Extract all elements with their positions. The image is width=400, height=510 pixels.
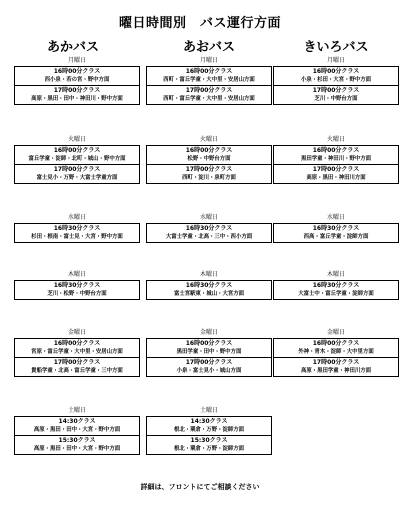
class-time: 17時00分クラス	[53, 87, 101, 94]
route-destinations: 西町・富丘学童・大中里・安居山方面	[163, 96, 255, 102]
class-time: 17時00分クラス	[312, 359, 360, 366]
route-destinations: 西高・富丘学童・淀師方面	[303, 234, 369, 240]
class-slot	[274, 164, 398, 183]
schedule-section-kiiro	[273, 136, 399, 184]
schedule-section-ao	[146, 407, 272, 455]
route-destinations: 宮原・富丘学童・大中里・安居山方面	[31, 349, 123, 355]
schedule-section-aka	[14, 136, 140, 184]
route-destinations: 黒田学童・田中・野中方面	[176, 349, 242, 355]
class-time: 15:30クラス	[190, 437, 228, 444]
class-slot	[147, 67, 271, 85]
class-time: 17時00分クラス	[185, 87, 233, 94]
schedule-box	[146, 280, 272, 300]
class-slot	[147, 281, 271, 299]
class-slot	[147, 435, 271, 454]
route-destinations: 黒田学童・神田川・野中方面	[300, 156, 372, 162]
class-time: 16時00分クラス	[53, 147, 101, 154]
schedule-section-kiiro	[273, 271, 399, 300]
class-slot	[147, 224, 271, 242]
day-label: 水曜日	[199, 214, 218, 221]
route-destinations: 根北・粟倉・万野・淀師方面	[173, 446, 245, 452]
schedule-box	[273, 145, 399, 184]
day-label: 金曜日	[326, 329, 345, 336]
class-time: 17時00分クラス	[312, 87, 360, 94]
route-destinations: 富士宮駅東・城山・大宮方面	[173, 291, 245, 297]
schedule-section-aka	[14, 214, 140, 243]
class-slot	[15, 224, 139, 242]
class-slot	[147, 417, 271, 435]
class-time: 16時00分クラス	[312, 68, 360, 75]
route-destinations: 高原・黒田・田中・大宮・野中方面	[33, 446, 121, 452]
day-label: 火曜日	[326, 136, 345, 143]
class-time: 15:30クラス	[58, 437, 96, 444]
class-time: 16時00分クラス	[312, 340, 360, 347]
schedule-section-ao	[146, 57, 272, 105]
schedule-box	[146, 66, 272, 105]
schedule-box	[146, 338, 272, 377]
class-time: 14:30クラス	[190, 418, 228, 425]
route-destinations: 根北・粟倉・万野・淀師方面	[173, 427, 245, 433]
class-slot	[274, 146, 398, 164]
class-slot	[147, 146, 271, 164]
route-destinations: 松野・中野台方面	[187, 156, 231, 162]
class-time: 16時30分クラス	[53, 282, 101, 289]
schedule-box	[14, 66, 140, 105]
class-slot	[147, 357, 271, 376]
class-slot	[147, 164, 271, 183]
schedule-box	[14, 416, 140, 455]
page-title: 曜日時間別 バス運行方面	[118, 16, 281, 31]
schedule-section-ao	[146, 136, 272, 184]
schedule-section-kiiro	[273, 214, 399, 243]
route-destinations: 高原・黒田・田中・神田川・野中方面	[31, 96, 123, 102]
class-time: 16時00分クラス	[312, 147, 360, 154]
class-slot	[147, 85, 271, 104]
route-destinations: 小泉・富士見小・城山方面	[176, 368, 242, 374]
schedule-section-aka	[14, 57, 140, 105]
class-slot	[15, 146, 139, 164]
route-destinations: 西町・富丘学童・大中里・安居山方面	[163, 77, 255, 83]
class-slot	[15, 281, 139, 299]
class-slot	[15, 417, 139, 435]
class-slot	[15, 85, 139, 104]
day-label: 水曜日	[67, 214, 86, 221]
class-time: 16時00分クラス	[185, 68, 233, 75]
class-slot	[274, 281, 398, 299]
day-label: 火曜日	[67, 136, 86, 143]
day-label: 土曜日	[199, 407, 218, 414]
schedule-box	[273, 280, 399, 300]
class-slot	[15, 67, 139, 85]
schedule-section-ao	[146, 329, 272, 377]
schedule-section-aka	[14, 329, 140, 377]
class-time: 17時00分クラス	[53, 166, 101, 173]
class-time: 17時00分クラス	[185, 359, 233, 366]
day-label: 木曜日	[67, 271, 86, 278]
schedule-section-kiiro	[273, 329, 399, 377]
schedule-section-aka	[14, 407, 140, 455]
class-slot	[15, 435, 139, 454]
day-label: 火曜日	[199, 136, 218, 143]
class-time: 16時30分クラス	[185, 282, 233, 289]
day-label: 土曜日	[67, 407, 86, 414]
schedule-box	[146, 223, 272, 243]
day-label: 水曜日	[326, 214, 345, 221]
schedule-section-aka	[14, 271, 140, 300]
class-slot	[274, 357, 398, 376]
column-header-aka-bus: あかバス	[46, 40, 99, 55]
class-time: 16時00分クラス	[185, 340, 233, 347]
schedule-box	[273, 66, 399, 105]
route-destinations: 高原・黒田・田中・大宮・野中方面	[33, 427, 121, 433]
schedule-box	[146, 416, 272, 455]
schedule-box	[146, 145, 272, 184]
class-time: 16時30分クラス	[185, 225, 233, 232]
class-time: 16時30分クラス	[312, 225, 360, 232]
route-destinations: 大富士学童・北高・三中・西小方面	[165, 234, 253, 240]
day-label: 木曜日	[199, 271, 218, 278]
route-destinations: 杉田・根南・富士見・大宮・野中方面	[31, 234, 123, 240]
schedule-box	[14, 280, 140, 300]
class-time: 16時30分クラス	[312, 282, 360, 289]
day-label: 月曜日	[326, 57, 345, 64]
day-label: 金曜日	[199, 329, 218, 336]
schedule-box	[14, 145, 140, 184]
class-slot	[15, 164, 139, 183]
schedule-box	[273, 223, 399, 243]
schedule-box	[273, 338, 399, 377]
class-slot	[274, 67, 398, 85]
route-destinations: 芝川・中野台方面	[314, 96, 358, 102]
class-time: 17時00分クラス	[53, 359, 101, 366]
schedule-section-kiiro	[273, 57, 399, 105]
class-slot	[274, 224, 398, 242]
route-destinations: 大富士中・富丘学童・淀師方面	[298, 291, 374, 297]
footer-note: 詳細は、フロントにてご相談ください	[140, 483, 260, 491]
day-label: 月曜日	[199, 57, 218, 64]
class-slot	[274, 339, 398, 357]
class-time: 14:30クラス	[58, 418, 96, 425]
column-header-kiiro-bus: きいろバス	[303, 40, 369, 55]
column-header-ao-bus: あおバス	[182, 40, 235, 55]
class-time: 16時30分クラス	[53, 225, 101, 232]
schedule-box	[14, 223, 140, 243]
route-destinations: 西町・淀川・泉町方面	[182, 175, 236, 181]
class-slot	[147, 339, 271, 357]
day-label: 月曜日	[67, 57, 86, 64]
route-destinations: 富丘学童・淀師・北町・城山・野中方面	[28, 156, 126, 162]
schedule-section-ao	[146, 271, 272, 300]
route-destinations: 貴船学童・北高・富丘学童・三中方面	[31, 368, 123, 374]
route-destinations: 外神・青木・淀師・大中里方面	[298, 349, 374, 355]
class-slot	[274, 85, 398, 104]
route-destinations: 富士見小・万野・大富士学童方面	[36, 175, 118, 181]
class-time: 16時00分クラス	[185, 147, 233, 154]
route-destinations: 高原・黒田学童・神田川方面	[300, 368, 372, 374]
schedule-box	[14, 338, 140, 377]
route-destinations: 高原・黒田・神田川方面	[306, 175, 366, 181]
day-label: 金曜日	[67, 329, 86, 336]
class-time: 17時00分クラス	[185, 166, 233, 173]
route-destinations: 小泉・杉田・大宮・野中方面	[300, 77, 372, 83]
route-destinations: 西小泉・若の宮・野中方面	[44, 77, 110, 83]
day-label: 木曜日	[326, 271, 345, 278]
class-slot	[15, 339, 139, 357]
class-time: 16時00分クラス	[53, 68, 101, 75]
schedule-section-ao	[146, 214, 272, 243]
class-time: 16時00分クラス	[53, 340, 101, 347]
class-time: 17時00分クラス	[312, 166, 360, 173]
class-slot	[15, 357, 139, 376]
route-destinations: 芝川・松野・中野台方面	[47, 291, 107, 297]
